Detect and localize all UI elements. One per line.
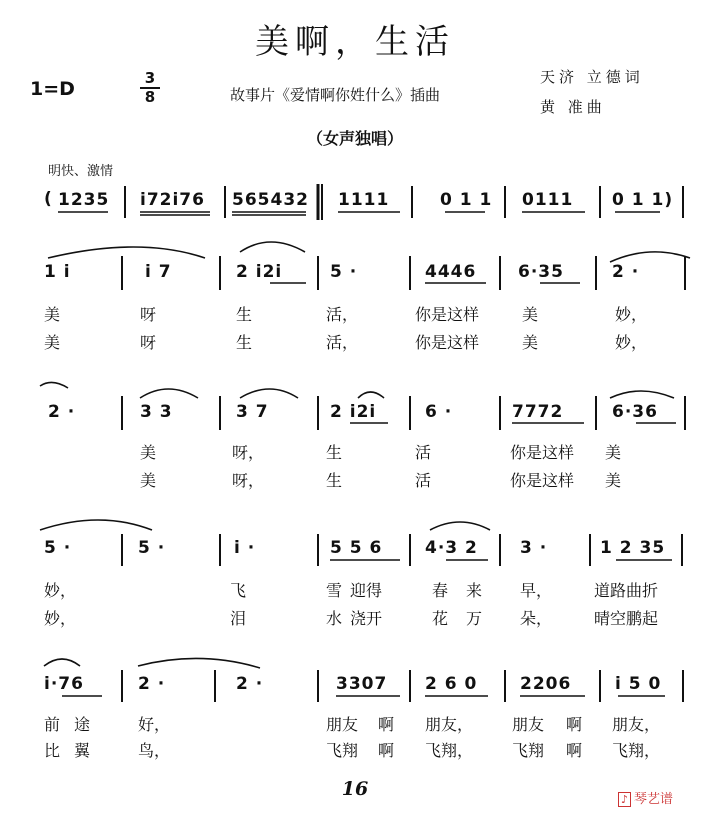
- lyric: 泪: [230, 609, 247, 628]
- measure: 4·3 2: [425, 538, 478, 558]
- lyric: 呀，: [232, 471, 265, 490]
- voice-type: （女声独唱）: [306, 129, 403, 148]
- measure: 2206: [520, 674, 572, 694]
- measure: 2 i2i: [236, 262, 283, 282]
- measure: 3 ·: [520, 538, 548, 558]
- key-signature: 1=D: [30, 78, 75, 100]
- lyric: 途: [74, 715, 91, 734]
- lyric: 活: [415, 471, 432, 490]
- lyric: 花: [432, 609, 449, 628]
- lyric: 朋友: [326, 715, 359, 734]
- lyric: 活: [415, 443, 432, 462]
- measure: 4446: [425, 262, 477, 282]
- lyric: 妙，: [615, 333, 648, 352]
- lyric: 美: [140, 443, 157, 462]
- lyric: 美: [44, 333, 61, 352]
- measure: 5 5 6: [330, 538, 383, 558]
- measure: 2 ·: [48, 402, 76, 422]
- measure: 6·35: [518, 262, 564, 282]
- measure: 1235: [58, 190, 110, 210]
- lyric: 迎得: [350, 581, 383, 600]
- lyricist-credit: 天济 立德词: [540, 68, 644, 86]
- composer-credit: 黄 准曲: [540, 98, 606, 116]
- lyric: 你是这样: [510, 443, 575, 462]
- measure: 3 7: [236, 402, 269, 422]
- lyric: 早，: [520, 581, 553, 600]
- lyric: 比: [44, 741, 61, 760]
- measure: 2 ·: [612, 262, 640, 282]
- lyric: 妙，: [615, 305, 648, 324]
- lyric: 来: [466, 581, 483, 600]
- measure: 3 3: [140, 402, 173, 422]
- lyric: 水: [326, 609, 343, 628]
- measure: 6·36: [612, 402, 658, 422]
- measure: 2 ·: [236, 674, 264, 694]
- lyric: 朋友: [512, 715, 545, 734]
- lyric: 朋友，: [425, 715, 474, 734]
- lyric: 翼: [74, 741, 91, 760]
- logo-text: 琴艺谱: [634, 792, 674, 807]
- lyric: 妙，: [44, 609, 77, 628]
- lyric: 美: [140, 471, 157, 490]
- lyric: 美: [44, 305, 61, 324]
- lyric: 生: [236, 305, 253, 324]
- song-title: 美啊，生活: [255, 22, 455, 62]
- lyric: 道路曲折: [594, 581, 659, 600]
- lyric: 美: [522, 333, 539, 352]
- lyric: 你是这样: [415, 305, 480, 324]
- lyric: 妙，: [44, 581, 77, 600]
- lyric: 前: [44, 715, 61, 734]
- lyric: 美: [605, 443, 622, 462]
- measure: 2 ·: [138, 674, 166, 694]
- page-number: 16: [341, 778, 369, 800]
- lyric: 活，: [326, 333, 359, 352]
- measure: i 7: [145, 262, 172, 282]
- lyric: 飞翔: [326, 741, 359, 760]
- measure: i ·: [234, 538, 256, 558]
- measure: i 5 0: [615, 674, 662, 694]
- lyric: 万: [466, 609, 483, 628]
- lyric: 浇开: [350, 609, 383, 628]
- measure: i72i76: [140, 190, 205, 210]
- lyric: 呀: [140, 333, 157, 352]
- measure: 0 1 1: [440, 190, 493, 210]
- measure: 2 6 0: [425, 674, 478, 694]
- lyric: 生: [326, 471, 343, 490]
- lyric: 啊: [566, 741, 583, 760]
- measure: 6 ·: [425, 402, 453, 422]
- meter-top: 3: [144, 69, 156, 87]
- lyric: 鸟，: [138, 741, 171, 760]
- lyric: 朋友，: [612, 715, 661, 734]
- measure: 1 2 35: [600, 538, 666, 558]
- lyric: 呀: [140, 305, 157, 324]
- film-subtitle: 故事片《爱情啊你姓什么》插曲: [230, 86, 441, 104]
- lyric: 飞翔，: [425, 741, 474, 760]
- lyric: 啊: [378, 741, 395, 760]
- lyric: 啊: [378, 715, 395, 734]
- lyric: 呀，: [232, 443, 265, 462]
- lyric: 雪: [326, 581, 343, 600]
- lyric: 飞翔: [512, 741, 545, 760]
- lyric: 你是这样: [415, 333, 480, 352]
- measure: 3307: [336, 674, 388, 694]
- open-paren: (: [44, 189, 53, 209]
- lyric: 朵，: [520, 609, 553, 628]
- measure: 5 ·: [44, 538, 72, 558]
- meter-bottom: 8: [144, 88, 156, 106]
- lyric: 生: [236, 333, 253, 352]
- measure: 2 i2i: [330, 402, 377, 422]
- lyric: 啊: [566, 715, 583, 734]
- measure: 5 ·: [330, 262, 358, 282]
- measure: 1111: [338, 190, 390, 210]
- measure: 565432: [232, 190, 309, 210]
- lyric: 活，: [326, 305, 359, 324]
- measure: i·76: [44, 674, 84, 694]
- lyric: 飞: [230, 581, 247, 600]
- site-logo: [618, 788, 673, 807]
- measure: 5 ·: [138, 538, 166, 558]
- lyric: 美: [522, 305, 539, 324]
- measure: 1 i: [44, 262, 71, 282]
- tempo-marking: 明快、激情: [48, 164, 114, 179]
- lyric: 你是这样: [510, 471, 575, 490]
- measure: 0111: [522, 190, 574, 210]
- lyric: 美: [605, 471, 622, 490]
- measure: 0 1 1): [612, 190, 674, 210]
- lyric: 飞翔，: [612, 741, 661, 760]
- logo-icon: ♪: [618, 792, 631, 807]
- lyric: 好，: [138, 715, 171, 734]
- lyric: 生: [326, 443, 343, 462]
- measure: 7772: [512, 402, 564, 422]
- lyric: 晴空鹏起: [594, 609, 659, 628]
- lyric: 春: [432, 581, 449, 600]
